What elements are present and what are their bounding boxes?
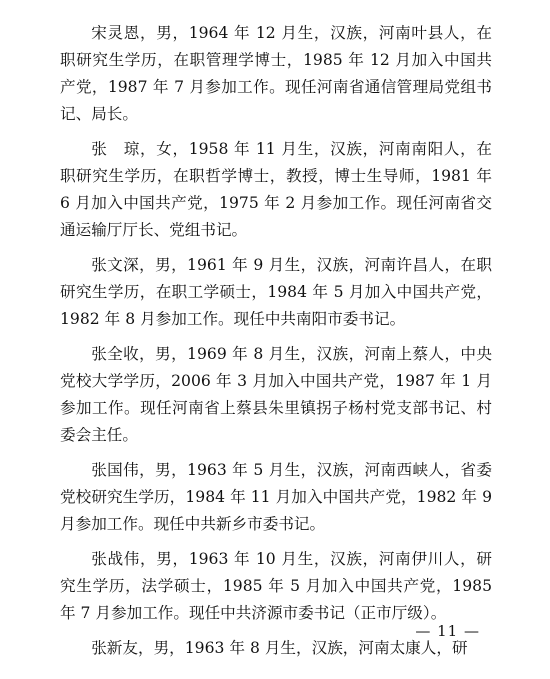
bio-paragraph: 张全收，男，1969 年 8 月生，汉族，河南上蔡人，中央党校大学学历，2006 年 3 月加入中国共产党，1987 年 1 月参加工作。现任河南省上蔡县朱里镇拐子杨村党支部书记、村委会主任。 <box>60 345 492 444</box>
bio-paragraph: 张新友，男，1963 年 8 月生，汉族，河南太康人，研 <box>91 639 468 657</box>
page-number: — 11 — <box>415 622 480 640</box>
bio-paragraph: 张文深，男，1961 年 9 月生，汉族，河南许昌人，在职研究生学历，在职工学硕士，1984 年 5 月加入中国共产党，1982 年 8 月参加工作。现任中共南阳市委书记。 <box>60 256 492 328</box>
document-body <box>60 20 492 670</box>
bio-paragraph: 张战伟，男，1963 年 10 月生，汉族，河南伊川人，研究生学历，法学硕士，1985 年 5 月加入中国共产党，1985 年 7 月参加工作。现任中共济源市委书记（正市厅级）。 <box>60 550 492 622</box>
bio-paragraph: 张 琼，女，1958 年 11 月生，汉族，河南南阳人，在职研究生学历，在职哲学博士，教授，博士生导师，1981 年 6 月加入中国共产党，1975 年 2 月参加工作。现任河南省交通运输厅厅长、党组书记。 <box>60 140 492 239</box>
bio-paragraph: 宋灵恩，男，1964 年 12 月生，汉族，河南叶县人，在职研究生学历，在职管理学博士，1985 年 12 月加入中国共产党，1987 年 7 月参加工作。现任河南省通信管理局党组书记、局长。 <box>60 24 492 123</box>
bio-paragraph: 张国伟，男，1963 年 5 月生，汉族，河南西峡人，省委党校研究生学历，1984 年 11 月加入中国共产党，1982 年 9 月参加工作。现任中共新乡市委书记。 <box>60 461 492 533</box>
